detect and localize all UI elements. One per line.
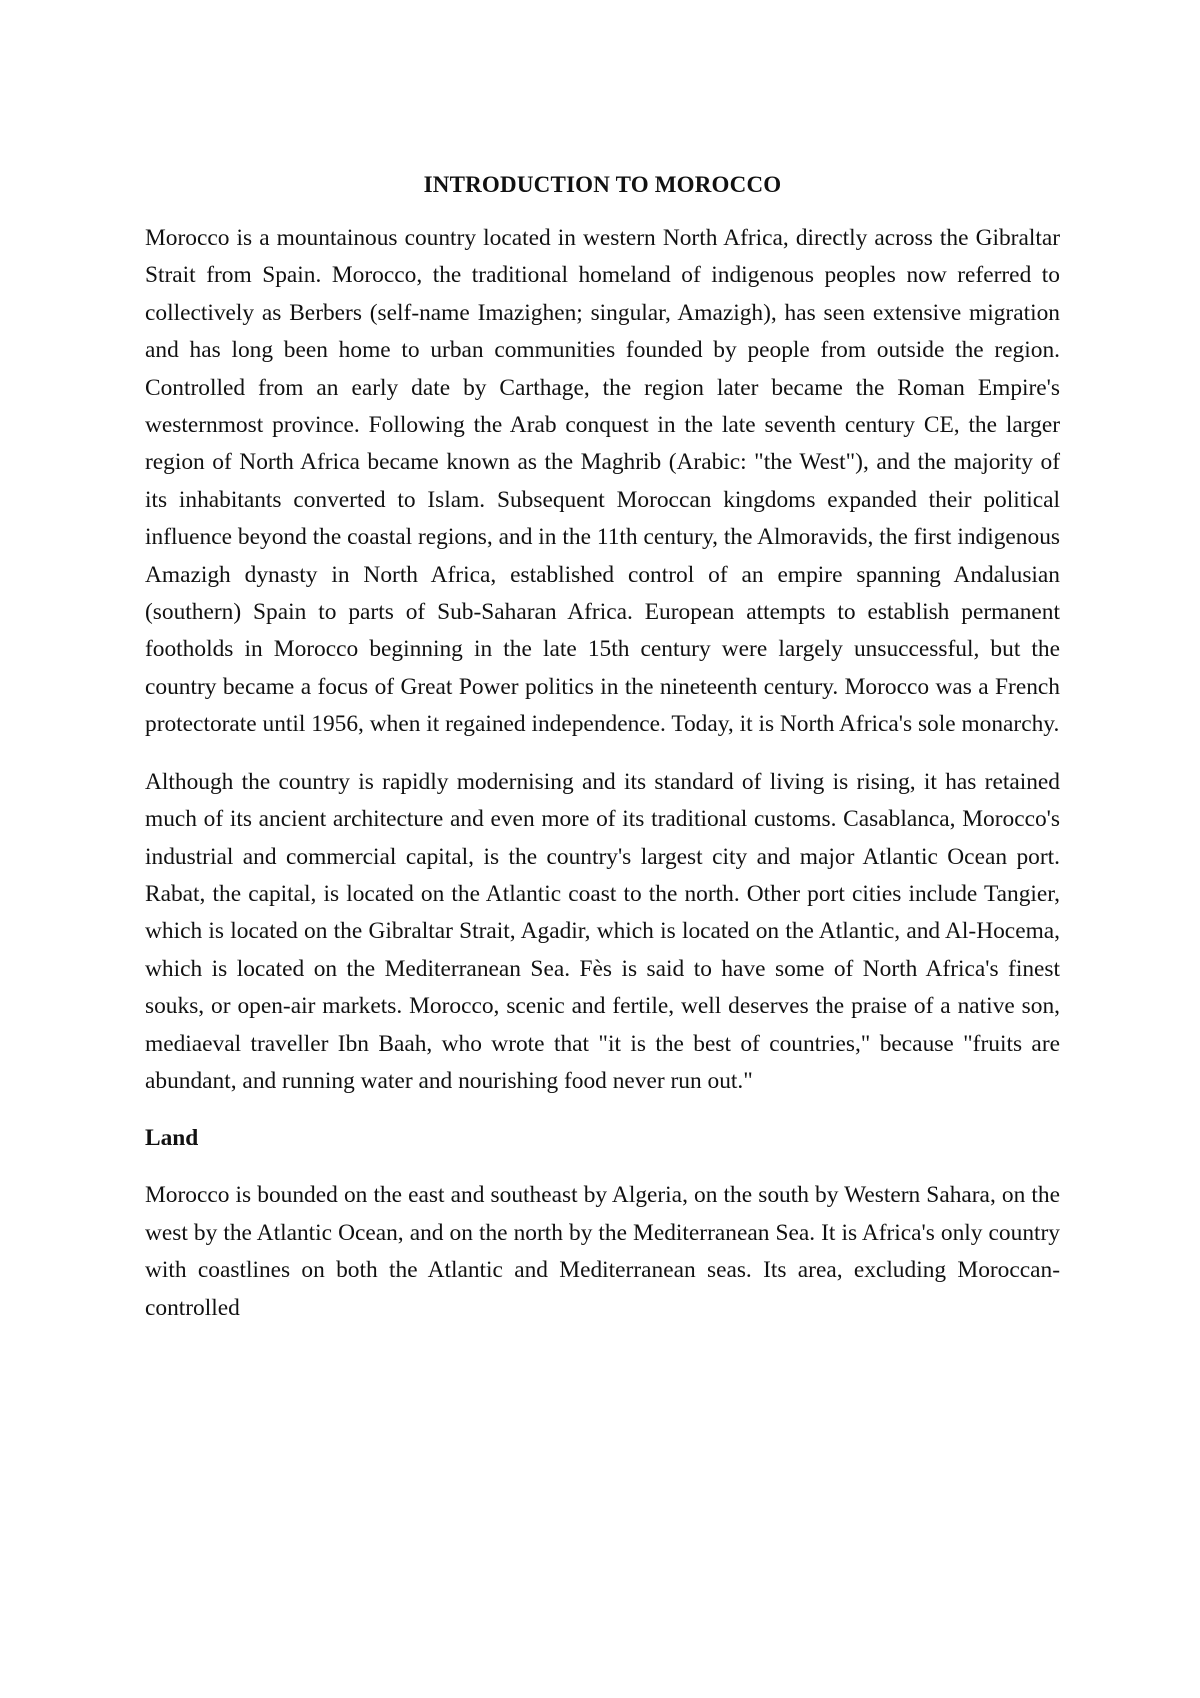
section-heading-land: Land: [145, 1125, 199, 1152]
paragraph-intro: Morocco is a mountainous country located in western North Africa, directly across the Gibraltar Strait from Spain. Morocco, the traditional homeland of indigenous peoples now referred to collectively as Berbers (self-name Imazighen; singular, Amazigh), has seen extensive migration and has long been home to urban communities founded by people from outside the region. Controlled from an early date by Carthage, the region later became the Roman Empire's westernmost province. Following the Arab conquest in the late seventh century CE, the larger region of North Africa became known as the Maghrib (Arabic: "the West"), and the majority of its inhabitants converted to Islam. Subsequent Moroccan kingdoms expanded their political influence beyond the coastal regions, and in the 11th century, the Almoravids, the first indigenous Amazigh dynasty in North Africa, established control of an empire spanning Andalusian (southern) Spain to parts of Sub-Saharan Africa. European attempts to establish permanent footholds in Morocco beginning in the late 15th century were largely unsuccessful, but the country became a focus of Great Power politics in the nineteenth century. Morocco was a French protectorate until 1956, when it regained independence. Today, it is North Africa's sole monarchy.: [145, 225, 1060, 738]
paragraph-modern: Although the country is rapidly modernising and its standard of living is rising, it has retained much of its ancient architecture and even more of its traditional customs. Casablanca, Morocco's industrial and commercial capital, is the country's largest city and major Atlantic Ocean port. Rabat, the capital, is located on the Atlantic coast to the north. Other port cities include Tangier, which is located on the Gibraltar Strait, Agadir, which is located on the Atlantic, and Al-Hocema, which is located on the Mediterranean Sea. Fès is said to have some of North Africa's finest souks, or open-air markets. Morocco, scenic and fertile, well deserves the praise of a native son, mediaeval traveller Ibn Baah, who wrote that "it is the best of countries," because "fruits are abundant, and running water and nourishing food never run out.": [145, 768, 1060, 1094]
paragraph-land: Morocco is bounded on the east and southeast by Algeria, on the south by Western Sahara, on the west by the Atlantic Ocean, and on the north by the Mediterranean Sea. It is Africa's only country with coastlines on both the Atlantic and Mediterranean seas. Its area, excluding Moroccan-controlled: [145, 1182, 1060, 1321]
document-page: [145, 170, 1060, 1347]
document-title: INTRODUCTION TO MOROCCO: [423, 172, 782, 197]
